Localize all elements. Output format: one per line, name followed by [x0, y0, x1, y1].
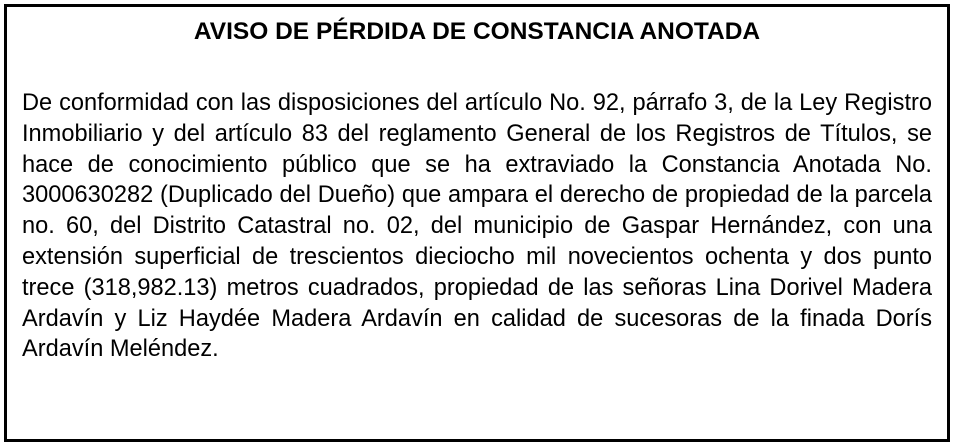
notice-title: AVISO DE PÉRDIDA DE CONSTANCIA ANOTADA	[193, 18, 761, 45]
notice-body: De conformidad con las disposiciones del artículo No. 92, párrafo 3, de la Ley Registro Inmobiliario y del artículo 83 del reglamento General de los Registros de Títulos, se hace de conocimiento público que se ha extraviado la Constancia Anotada No. 3000630282 (Duplicado del Dueño) que ampara el derecho de propiedad de la parcela no. 60, del Distrito Catastral no. 02, del municipio de Gaspar Hernández, con una extensión superficial de trescientos dieciocho mil novecientos ochenta y dos punto trece (318,982.13) metros cuadrados, propiedad de las señoras Lina Dorivel Madera Ardavín y Liz Haydée Madera Ardavín en calidad de sucesoras de la finada Dorís Ardavín Meléndez.	[22, 90, 932, 363]
notice-box	[4, 4, 950, 442]
